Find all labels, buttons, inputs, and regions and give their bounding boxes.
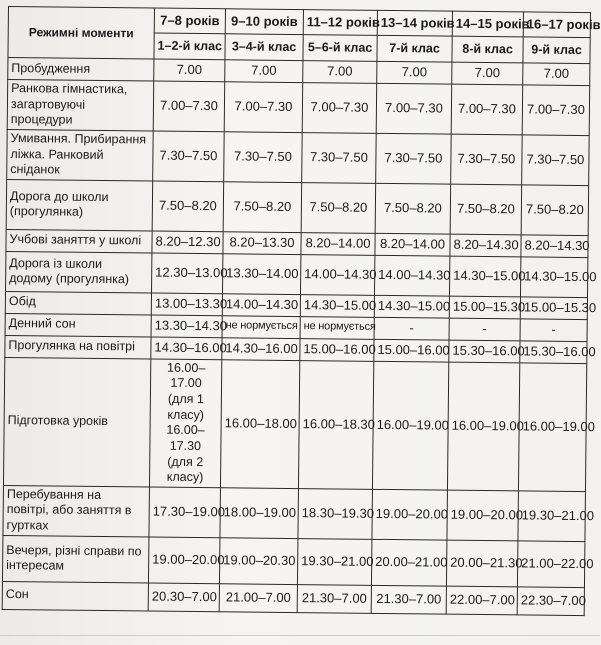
table-cell: 14.00–14.30 (222, 294, 300, 317)
table-cell: 19.30–21.00 (297, 538, 371, 585)
row-label: Умивання. Прибирання ліжка. Ранковий сніданок (7, 129, 154, 180)
header-age: 7–8 років (154, 8, 225, 34)
header-grade: 5–6-й клас (303, 35, 377, 62)
table-cell: не нормується (300, 316, 374, 339)
table-cell: 14.00–14.30 (300, 254, 374, 295)
table-cell: 21.00–22.00 (517, 540, 584, 587)
table-cell: 13.00–13.30 (151, 293, 222, 316)
table-row (7, 80, 589, 136)
table-header (8, 7, 601, 64)
row-label: Сон (2, 581, 148, 611)
table-cell: 7.50–8.20 (152, 181, 224, 232)
table-cell: 7.50–8.20 (301, 182, 376, 233)
table-cell: 16.00–18.00 (220, 360, 299, 489)
row-label: Ранкова гімнастика, загартовуючі процедури (7, 80, 154, 131)
table-cell: 21.30–7.00 (371, 585, 446, 614)
header-age: 13–14 років (377, 10, 452, 36)
table-cell: 16.00–19.00 (372, 361, 448, 490)
table-row (3, 357, 586, 491)
table-cell: 18.00–19.00 (220, 488, 299, 539)
table-cell: 16.00–19.00 (447, 362, 519, 491)
cell-line: (для 1 класу) (167, 391, 205, 422)
row-label: Пробудження (8, 58, 154, 82)
table-cell: 7.30–7.50 (302, 132, 377, 183)
table-cell: 19.00–20.00 (372, 489, 448, 540)
table-cell: - (520, 319, 587, 342)
table-cell: 7.00–7.30 (153, 81, 225, 132)
table-cell: 20.00–21.00 (371, 539, 446, 586)
header-grade: 3–4-й клас (225, 34, 303, 61)
table-cell: 21.30–7.00 (297, 584, 371, 613)
table-cell: 8.20–14.30 (521, 235, 588, 258)
row-label: Прогулянка на повітрі (5, 335, 151, 359)
table-cell: 18.30–19.30 (298, 488, 373, 539)
cell-line: 16.00–17.30 (166, 422, 205, 453)
table-cell: 7.00–7.30 (451, 84, 523, 135)
table-cell: 7.30–7.50 (451, 134, 523, 185)
table-row (3, 485, 585, 541)
header-grade: 7-й клас (377, 35, 452, 62)
row-label: Дорога із школи додому (прогулянка) (6, 251, 152, 293)
table-cell: 14.30–15.00 (449, 256, 520, 297)
table-cell: 7.00–7.30 (376, 83, 452, 134)
table-cell: 13.30–14.30 (151, 315, 222, 338)
row-label: Перебування на повітрі, або заняття в гуртках (3, 485, 150, 536)
table-cell: 15.00–16.00 (300, 338, 374, 361)
table-cell: 17.30–19.00 (149, 487, 221, 538)
table-cell: 13.30–14.00 (223, 254, 301, 295)
table-cell: - (449, 318, 520, 341)
table-cell: 14.30–16.00 (151, 337, 222, 360)
table-cell: 21.00–7.00 (219, 583, 297, 612)
table-cell: 7.50–8.20 (450, 184, 522, 235)
table-cell: 8.20–14.00 (375, 233, 450, 256)
table-cell: 7.00 (303, 61, 377, 84)
table-cell: 7.30–7.50 (376, 133, 452, 184)
table-cell: 14.30–16.00 (222, 338, 300, 361)
table-cell: 7.30–7.50 (522, 135, 590, 186)
table-cell: 20.00–21.30 (446, 540, 517, 587)
cell-line: (для 2 класу) (166, 454, 204, 485)
table-row (7, 129, 589, 185)
table-cell: 19.00–20.00 (148, 537, 219, 584)
table-row (6, 251, 588, 297)
table-cell: 22.00–7.00 (446, 586, 517, 615)
header-age: 9–10 років (225, 9, 303, 35)
daily-regime-table (2, 6, 601, 616)
row-label: Учбові заняття у школі (6, 229, 152, 253)
table-cell-multiline (149, 359, 221, 488)
header-row-ages (8, 7, 590, 38)
table-cell: 19.30–21.00 (518, 491, 586, 542)
header-age: 14–15 років (452, 11, 523, 37)
table-row (2, 535, 584, 587)
table-cell: 15.30–16.00 (449, 340, 520, 363)
table-cell: 8.20–14.30 (450, 234, 521, 257)
table-cell: 7.50–8.20 (223, 182, 302, 233)
table-cell: 7.00–7.30 (522, 85, 590, 136)
table-cell: 22.30–7.00 (517, 586, 584, 615)
table-cell: 16.00–19.00 (518, 363, 586, 492)
table-cell: 20.30–7.00 (148, 583, 219, 612)
table-cell: 8.20–14.00 (301, 232, 375, 255)
page-divider (0, 635, 600, 636)
header-grade: 8-й клас (452, 36, 523, 63)
table-cell: 15.00–15.30 (449, 296, 520, 319)
table-cell: 14.30–15.00 (300, 294, 374, 317)
table-cell: 7.00 (523, 63, 590, 86)
table-body (2, 58, 597, 616)
table-cell: 7.00 (154, 59, 225, 82)
header-grade: 1–2-й клас (154, 33, 225, 60)
table-cell: 12.30–13.00 (152, 253, 223, 294)
table-cell: 15.30–16.00 (520, 341, 587, 364)
table-cell: не нормується (222, 316, 300, 339)
row-label: Обід (5, 291, 151, 315)
row-label: Дорога до школи (прогулянка) (6, 179, 153, 231)
table-row (2, 581, 584, 615)
header-grade: 9-й клас (523, 37, 590, 64)
table-cell: 14.00–14.30 (374, 255, 449, 296)
table-cell: 7.00 (452, 62, 523, 85)
row-label: Підготовка уроків (3, 357, 150, 487)
table-cell: - (374, 317, 449, 340)
table-cell: 7.00 (225, 60, 303, 83)
table-cell: 8.20–12.30 (152, 231, 223, 254)
table-cell: 7.50–8.20 (375, 183, 451, 234)
table-cell: 15.00–15.30 (520, 297, 587, 320)
table-cell: 7.00–7.30 (302, 83, 377, 134)
table-cell: 8.20–13.30 (223, 232, 301, 255)
table-cell: 7.30–7.50 (224, 132, 303, 183)
table-cell: 16.00–18.30 (298, 360, 373, 489)
cell-line: 16.00–17.00 (167, 360, 206, 391)
table-cell: 15.00–16.00 (374, 339, 449, 362)
table-cell: 14.30–15.00 (520, 257, 587, 298)
table-cell: 19.00–20.00 (447, 490, 519, 541)
header-age: 16–17 років (523, 12, 590, 38)
table-cell: 19.00–20.30 (219, 537, 297, 584)
table-cell: 7.00–7.30 (224, 82, 303, 133)
table-cell: 7.50–8.20 (521, 185, 589, 236)
table-row (6, 179, 588, 235)
table-cell: 7.30–7.50 (153, 131, 225, 182)
header-age: 11–12 років (303, 10, 377, 36)
table-cell: 7.00 (377, 61, 452, 84)
row-label: Денний сон (5, 313, 151, 337)
row-label: Вечеря, різні справи по інтересам (2, 535, 148, 583)
header-regime-moments: Режимні моменти (8, 7, 155, 60)
table-cell: 14.30–15.00 (374, 295, 449, 318)
